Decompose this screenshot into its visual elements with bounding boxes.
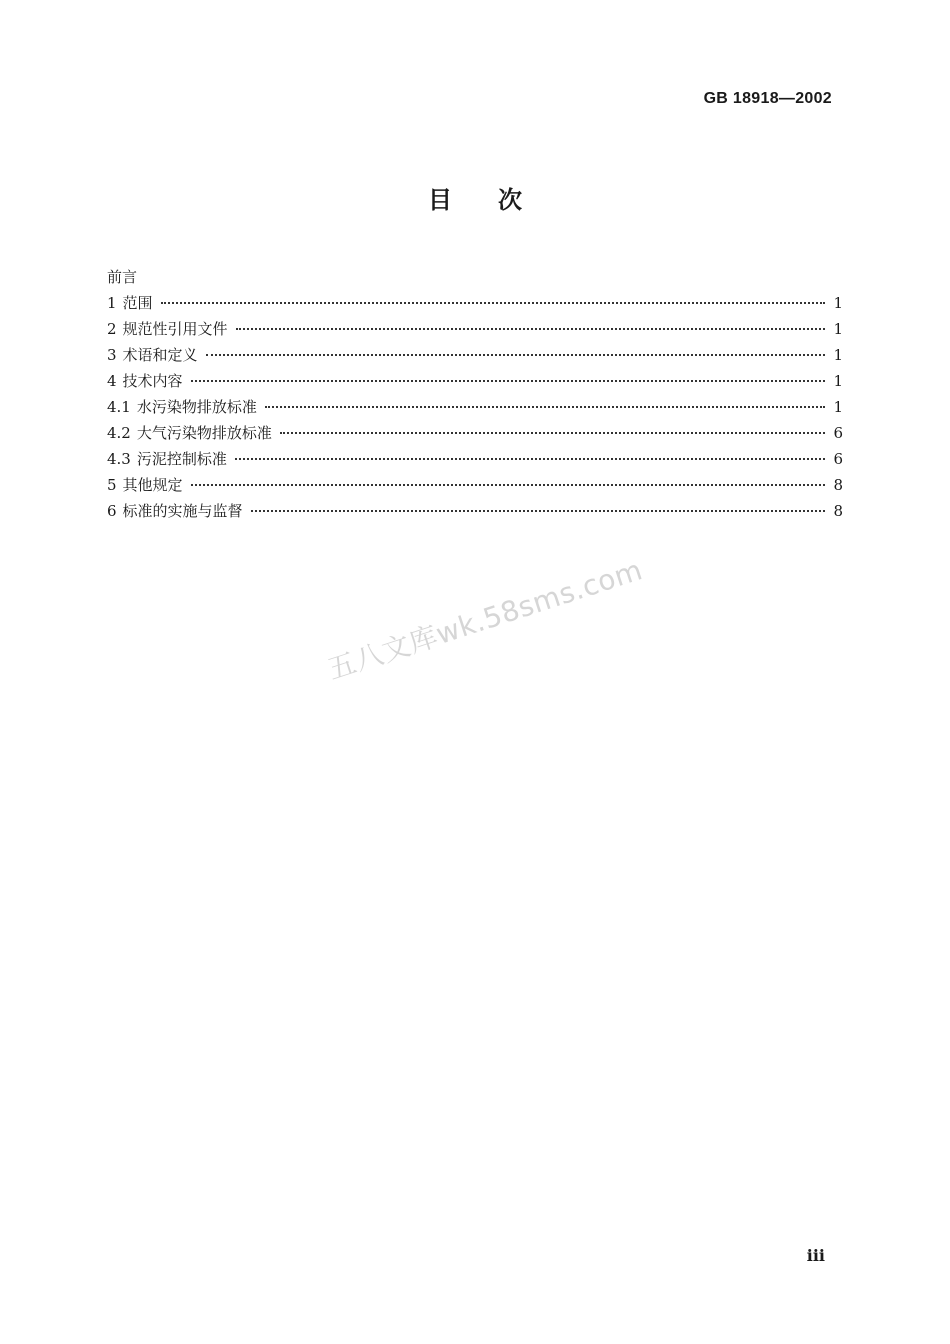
toc-item-page: 6 bbox=[833, 424, 843, 442]
toc-item-number: 2 bbox=[107, 320, 117, 338]
toc-item-page: 1 bbox=[833, 372, 843, 390]
standard-code: GB 18918—2002 bbox=[703, 90, 832, 107]
toc-leader-dots bbox=[191, 484, 826, 486]
toc-item-page: 8 bbox=[833, 502, 843, 520]
watermark-text: 五八文库wk.58sms.com bbox=[323, 553, 647, 687]
toc-leader-dots bbox=[280, 432, 826, 434]
table-of-contents bbox=[107, 264, 843, 524]
toc-item-terms-definitions[interactable] bbox=[107, 342, 843, 368]
toc-item-label: 水污染物排放标准 bbox=[136, 398, 257, 416]
toc-title: 目次 bbox=[428, 186, 568, 214]
toc-item-label: 规范性引用文件 bbox=[122, 320, 228, 338]
toc-item-number: 4.3 bbox=[107, 450, 131, 468]
toc-item-page: 6 bbox=[833, 450, 843, 468]
toc-item-water-pollutants[interactable] bbox=[107, 394, 843, 420]
toc-item-page: 1 bbox=[833, 320, 843, 338]
toc-item-number: 6 bbox=[107, 502, 117, 520]
toc-item-normative-references[interactable] bbox=[107, 316, 843, 342]
toc-preface[interactable] bbox=[107, 264, 843, 290]
toc-item-number: 3 bbox=[107, 346, 117, 364]
toc-item-label: 污泥控制标准 bbox=[136, 450, 227, 468]
toc-leader-dots bbox=[191, 380, 826, 382]
toc-item-technical-content[interactable] bbox=[107, 368, 843, 394]
toc-item-number: 4.1 bbox=[107, 398, 131, 416]
toc-item-page: 1 bbox=[833, 346, 843, 364]
toc-leader-dots bbox=[161, 302, 826, 304]
toc-item-label: 术语和定义 bbox=[122, 346, 198, 364]
toc-item-label: 大气污染物排放标准 bbox=[136, 424, 272, 442]
toc-item-label: 技术内容 bbox=[122, 372, 183, 390]
toc-leader-dots bbox=[265, 406, 826, 408]
toc-leader-dots bbox=[236, 328, 826, 330]
toc-item-sludge-control[interactable] bbox=[107, 446, 843, 472]
page-number: iii bbox=[806, 1246, 825, 1265]
toc-item-label: 范围 bbox=[122, 294, 153, 312]
toc-item-label: 其他规定 bbox=[122, 476, 183, 494]
toc-item-page: 1 bbox=[833, 398, 843, 416]
toc-item-number: 4.2 bbox=[107, 424, 131, 442]
toc-item-label: 标准的实施与监督 bbox=[122, 502, 243, 520]
toc-item-number: 1 bbox=[107, 294, 117, 312]
toc-leader-dots bbox=[235, 458, 826, 460]
toc-leader-dots bbox=[251, 510, 826, 512]
toc-item-number: 4 bbox=[107, 372, 117, 390]
toc-item-number: 5 bbox=[107, 476, 117, 494]
toc-item-page: 8 bbox=[833, 476, 843, 494]
toc-item-scope[interactable] bbox=[107, 290, 843, 316]
toc-item-air-pollutants[interactable] bbox=[107, 420, 843, 446]
toc-preface-label: 前言 bbox=[107, 268, 138, 286]
toc-leader-dots bbox=[206, 354, 826, 356]
toc-item-page: 1 bbox=[833, 294, 843, 312]
toc-item-implementation-supervision[interactable] bbox=[107, 498, 843, 524]
toc-item-other-provisions[interactable] bbox=[107, 472, 843, 498]
